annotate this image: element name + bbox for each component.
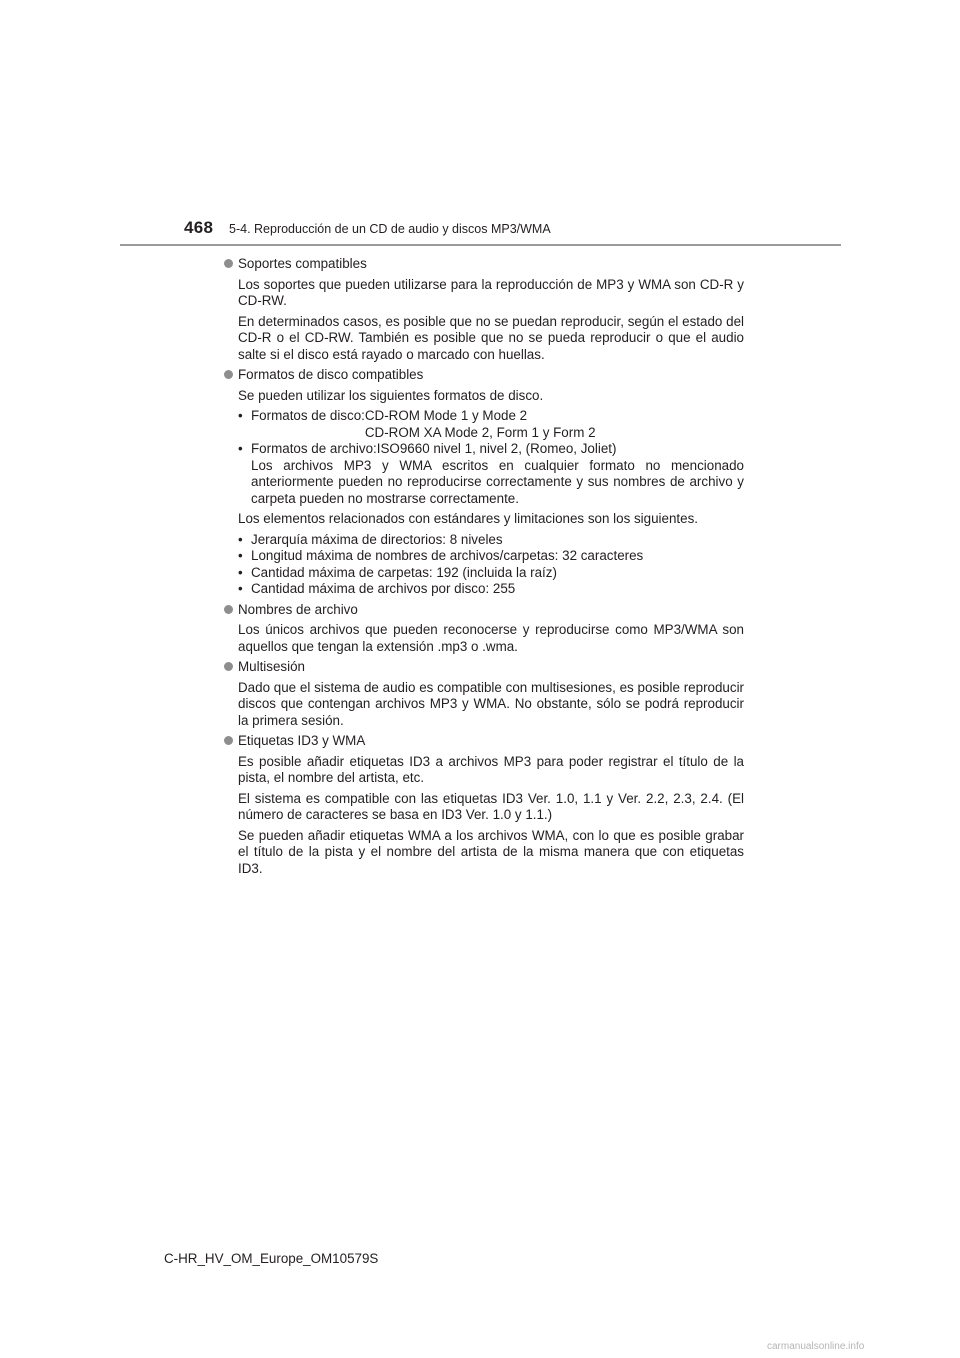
document-code: C-HR_HV_OM_Europe_OM10579S bbox=[164, 1251, 379, 1266]
header-divider bbox=[120, 244, 841, 246]
format-list bbox=[238, 408, 744, 507]
bullet-dot: • bbox=[238, 564, 243, 580]
round-bullet-icon bbox=[224, 370, 233, 379]
format-value: CD-ROM Mode 1 y Mode 2 bbox=[364, 408, 528, 423]
paragraph: Se pueden añadir etiquetas WMA a los archivos WMA, con lo que es posible grabar el título de la pista y el nombre del artista de la misma manera que con etiquetas ID3. bbox=[238, 827, 744, 876]
paragraph: Dado que el sistema de audio es compatible con multisesiones, es posible reproducir discos que contengan archivos MP3 y WMA. No obstante, sólo se podrá reproducir la primera sesión. bbox=[238, 679, 744, 728]
section-heading-multisesion bbox=[224, 659, 744, 676]
format-value: ISO9660 nivel 1, nivel 2, (Romeo, Joliet) bbox=[376, 441, 617, 456]
section-heading-text: Formatos de disco compatibles bbox=[238, 367, 424, 382]
paragraph: En determinados casos, es posible que no se puedan reproducir, según el estado del CD-R o el CD-RW. También es posible que no se pueda reproducir o que el audio salte si el disco está rayado o marcado con huellas. bbox=[238, 313, 744, 362]
round-bullet-icon bbox=[224, 605, 233, 614]
paragraph: Los soportes que pueden utilizarse para la reproducción de MP3 y WMA son CD-R y CD-RW. bbox=[238, 276, 744, 308]
section-title: 5-4. Reproducción de un CD de audio y discos MP3/WMA bbox=[229, 222, 551, 236]
list-item-text: Longitud máxima de nombres de archivos/carpetas: 32 caracteres bbox=[251, 548, 644, 563]
paragraph: Es posible añadir etiquetas ID3 a archivos MP3 para poder registrar el título de la pista, el nombre del artista, etc. bbox=[238, 753, 744, 785]
bullet-dot: • bbox=[238, 408, 243, 423]
list-item bbox=[238, 565, 744, 582]
list-item-disc-format bbox=[238, 408, 744, 441]
list-item bbox=[238, 532, 744, 549]
format-label: Formatos de archivo: bbox=[251, 441, 377, 456]
section-heading-text: Multisesión bbox=[238, 659, 305, 674]
round-bullet-icon bbox=[224, 259, 233, 268]
list-item-text: Cantidad máxima de carpetas: 192 (incluida la raíz) bbox=[251, 564, 557, 580]
section-heading-soportes bbox=[224, 256, 744, 273]
section-heading-text: Soportes compatibles bbox=[238, 256, 367, 271]
list-item bbox=[238, 581, 744, 598]
list-item-text: Cantidad máxima de archivos por disco: 255 bbox=[251, 581, 516, 596]
page-content bbox=[224, 256, 744, 881]
page-number: 468 bbox=[184, 218, 214, 237]
section-heading-text: Etiquetas ID3 y WMA bbox=[238, 733, 366, 748]
bullet-dot: • bbox=[238, 531, 243, 547]
section-heading-formatos bbox=[224, 367, 744, 384]
watermark: carmanualsonline.info bbox=[767, 1341, 865, 1352]
paragraph: Los elementos relacionados con estándares y limitaciones son los siguientes. bbox=[238, 511, 699, 526]
format-value: CD-ROM XA Mode 2, Form 1 y Form 2 bbox=[364, 424, 596, 440]
round-bullet-icon bbox=[224, 736, 233, 745]
section-heading-nombres bbox=[224, 602, 744, 619]
list-item bbox=[238, 548, 744, 565]
round-bullet-icon bbox=[224, 662, 233, 671]
list-item-text: Jerarquía máxima de directorios: 8 niveles bbox=[251, 531, 503, 547]
paragraph: Los únicos archivos que pueden reconocerse y reproducirse como MP3/WMA son aquellos que tengan la extensión .mp3 o .wma. bbox=[238, 622, 744, 654]
bullet-dot: • bbox=[238, 441, 243, 456]
section-heading-text: Nombres de archivo bbox=[238, 601, 358, 617]
section-heading-etiquetas bbox=[224, 733, 744, 750]
paragraph: Se pueden utilizar los siguientes formatos de disco. bbox=[238, 387, 544, 403]
format-label: Formatos de disco: bbox=[251, 408, 365, 423]
paragraph: El sistema es compatible con las etiquetas ID3 Ver. 1.0, 1.1 y Ver. 2.2, 2.3, 2.4. (El número de caracteres se basa en ID3 Ver. 1.0 y 1.1.) bbox=[238, 790, 744, 822]
format-note: Los archivos MP3 y WMA escritos en cualquier formato no mencionado anteriormente pueden no reproducirse correctamente y sus nombres de archivo y carpeta pueden no mostrarse correctamente. bbox=[251, 457, 744, 506]
limits-list bbox=[238, 532, 744, 598]
bullet-dot: • bbox=[238, 548, 243, 563]
list-item-file-format bbox=[238, 441, 744, 507]
bullet-dot: • bbox=[238, 581, 243, 596]
